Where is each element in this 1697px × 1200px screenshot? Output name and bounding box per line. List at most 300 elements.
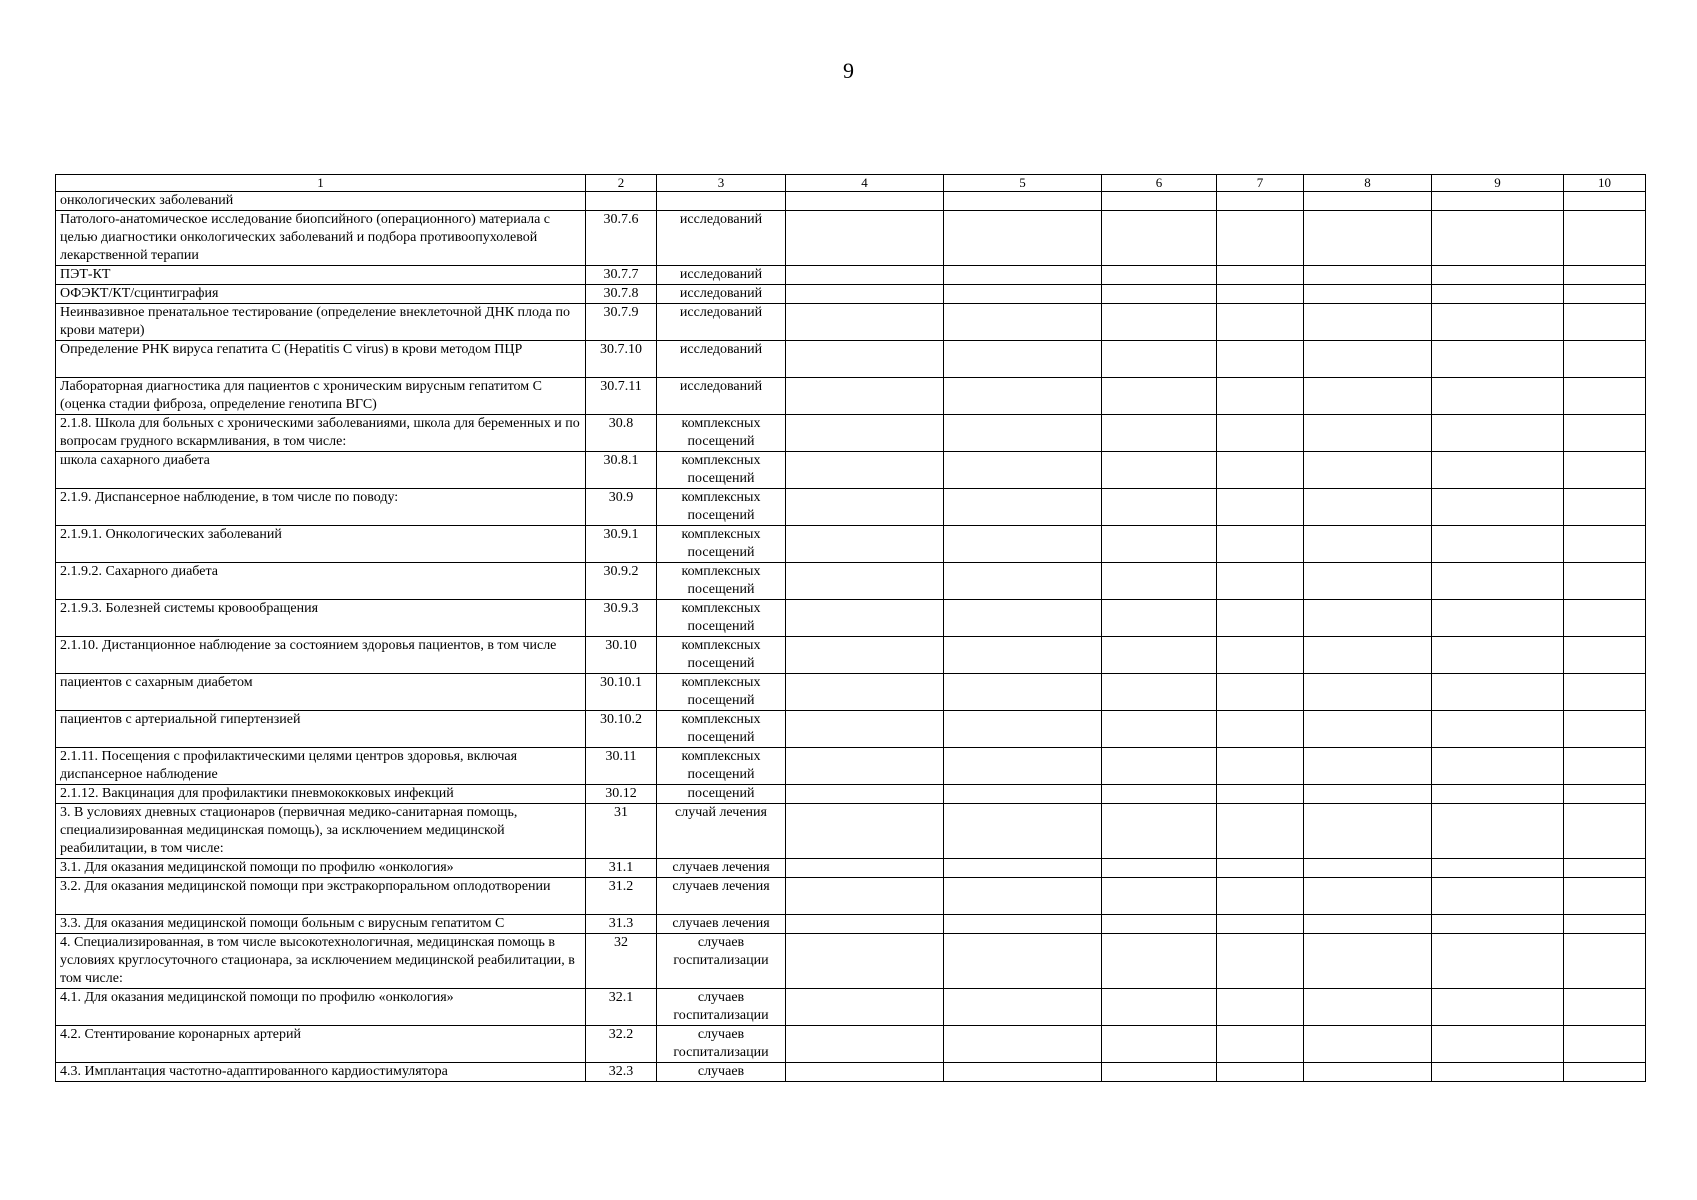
- value-cell-col-8: [1304, 859, 1432, 878]
- value-cell-col-9: [1432, 415, 1564, 452]
- row-code-cell: [586, 192, 657, 211]
- row-code-cell: 30.7.7: [586, 266, 657, 285]
- column-header-2: 2: [586, 175, 657, 192]
- value-cell-col-10: [1564, 304, 1646, 341]
- value-cell-col-5: [944, 674, 1102, 711]
- value-cell-col-7: [1217, 452, 1304, 489]
- row-code-cell: 30.10.1: [586, 674, 657, 711]
- value-cell-col-6: [1102, 1063, 1217, 1082]
- indicator-name-cell: 2.1.9.1. Онкологических заболеваний: [56, 526, 586, 563]
- row-code-cell: 30.10: [586, 637, 657, 674]
- value-cell-col-7: [1217, 748, 1304, 785]
- value-cell-col-6: [1102, 304, 1217, 341]
- table-row: [56, 804, 1646, 859]
- value-cell-col-7: [1217, 600, 1304, 637]
- value-cell-col-4: [786, 266, 944, 285]
- unit-cell: комплексных посещений: [657, 637, 786, 674]
- value-cell-col-5: [944, 637, 1102, 674]
- value-cell-col-6: [1102, 748, 1217, 785]
- value-cell-col-6: [1102, 266, 1217, 285]
- row-code-cell: 30.9.1: [586, 526, 657, 563]
- value-cell-col-9: [1432, 304, 1564, 341]
- value-cell-col-7: [1217, 785, 1304, 804]
- indicator-name-cell: Определение РНК вируса гепатита С (Hepatitis C virus) в крови методом ПЦР: [56, 341, 586, 378]
- value-cell-col-8: [1304, 637, 1432, 674]
- value-cell-col-4: [786, 878, 944, 915]
- value-cell-col-8: [1304, 285, 1432, 304]
- indicator-name-cell: 2.1.9.3. Болезней системы кровообращения: [56, 600, 586, 637]
- value-cell-col-10: [1564, 285, 1646, 304]
- unit-cell: случаев: [657, 1063, 786, 1082]
- value-cell-col-5: [944, 1063, 1102, 1082]
- value-cell-col-10: [1564, 859, 1646, 878]
- row-code-cell: 32.3: [586, 1063, 657, 1082]
- value-cell-col-6: [1102, 415, 1217, 452]
- value-cell-col-8: [1304, 415, 1432, 452]
- value-cell-col-6: [1102, 878, 1217, 915]
- indicator-name-cell: пациентов с артериальной гипертензией: [56, 711, 586, 748]
- row-code-cell: 30.8.1: [586, 452, 657, 489]
- value-cell-col-10: [1564, 1026, 1646, 1063]
- value-cell-col-6: [1102, 378, 1217, 415]
- indicator-name-cell: 2.1.10. Дистанционное наблюдение за состоянием здоровья пациентов, в том числе: [56, 637, 586, 674]
- value-cell-col-5: [944, 285, 1102, 304]
- value-cell-col-10: [1564, 600, 1646, 637]
- value-cell-col-9: [1432, 748, 1564, 785]
- unit-cell: комплексных посещений: [657, 415, 786, 452]
- value-cell-col-9: [1432, 266, 1564, 285]
- value-cell-col-5: [944, 748, 1102, 785]
- value-cell-col-4: [786, 341, 944, 378]
- value-cell-col-8: [1304, 489, 1432, 526]
- row-code-cell: 31.1: [586, 859, 657, 878]
- row-code-cell: 30.7.6: [586, 211, 657, 266]
- value-cell-col-7: [1217, 859, 1304, 878]
- value-cell-col-8: [1304, 804, 1432, 859]
- value-cell-col-7: [1217, 1026, 1304, 1063]
- unit-cell: исследований: [657, 341, 786, 378]
- value-cell-col-9: [1432, 785, 1564, 804]
- value-cell-col-4: [786, 192, 944, 211]
- value-cell-col-5: [944, 192, 1102, 211]
- value-cell-col-4: [786, 526, 944, 563]
- value-cell-col-5: [944, 378, 1102, 415]
- value-cell-col-8: [1304, 266, 1432, 285]
- indicator-name-cell: 2.1.9. Диспансерное наблюдение, в том числе по поводу:: [56, 489, 586, 526]
- column-header-3: 3: [657, 175, 786, 192]
- value-cell-col-8: [1304, 563, 1432, 600]
- indicator-name-cell: 3.3. Для оказания медицинской помощи больным с вирусным гепатитом С: [56, 915, 586, 934]
- value-cell-col-6: [1102, 804, 1217, 859]
- value-cell-col-9: [1432, 934, 1564, 989]
- value-cell-col-5: [944, 489, 1102, 526]
- value-cell-col-8: [1304, 452, 1432, 489]
- value-cell-col-8: [1304, 785, 1432, 804]
- row-code-cell: 30.9.3: [586, 600, 657, 637]
- unit-cell: комплексных посещений: [657, 526, 786, 563]
- value-cell-col-5: [944, 526, 1102, 563]
- column-header-7: 7: [1217, 175, 1304, 192]
- value-cell-col-9: [1432, 192, 1564, 211]
- value-cell-col-8: [1304, 1063, 1432, 1082]
- value-cell-col-7: [1217, 415, 1304, 452]
- value-cell-col-8: [1304, 934, 1432, 989]
- row-code-cell: 32.2: [586, 1026, 657, 1063]
- table-row: [56, 415, 1646, 452]
- value-cell-col-6: [1102, 563, 1217, 600]
- value-cell-col-10: [1564, 915, 1646, 934]
- value-cell-col-7: [1217, 563, 1304, 600]
- indicator-name-cell: 2.1.8. Школа для больных с хроническими заболеваниями, школа для беременных и по вопросам грудного вскармливания, в том числе:: [56, 415, 586, 452]
- value-cell-col-10: [1564, 989, 1646, 1026]
- value-cell-col-6: [1102, 711, 1217, 748]
- value-cell-col-7: [1217, 304, 1304, 341]
- value-cell-col-5: [944, 304, 1102, 341]
- indicator-name-cell: 3.1. Для оказания медицинской помощи по профилю «онкология»: [56, 859, 586, 878]
- unit-cell: комплексных посещений: [657, 748, 786, 785]
- value-cell-col-6: [1102, 600, 1217, 637]
- table-row: [56, 600, 1646, 637]
- indicator-name-cell: 4. Специализированная, в том числе высокотехнологичная, медицинская помощь в условиях круглосуточного стационара, за исключением медицинской реабилитации, в том числе:: [56, 934, 586, 989]
- unit-cell: комплексных посещений: [657, 674, 786, 711]
- table-row: [56, 1063, 1646, 1082]
- value-cell-col-9: [1432, 563, 1564, 600]
- unit-cell: случаев госпитализации: [657, 989, 786, 1026]
- table-row: [56, 748, 1646, 785]
- table-header-row: [56, 175, 1646, 192]
- value-cell-col-10: [1564, 785, 1646, 804]
- value-cell-col-10: [1564, 452, 1646, 489]
- value-cell-col-10: [1564, 878, 1646, 915]
- value-cell-col-4: [786, 211, 944, 266]
- page-number: 9: [843, 58, 854, 83]
- value-cell-col-8: [1304, 526, 1432, 563]
- column-header-9: 9: [1432, 175, 1564, 192]
- value-cell-col-4: [786, 748, 944, 785]
- column-header-4: 4: [786, 175, 944, 192]
- value-cell-col-5: [944, 878, 1102, 915]
- value-cell-col-6: [1102, 989, 1217, 1026]
- value-cell-col-4: [786, 785, 944, 804]
- indicator-name-cell: 2.1.9.2. Сахарного диабета: [56, 563, 586, 600]
- value-cell-col-7: [1217, 378, 1304, 415]
- value-cell-col-5: [944, 266, 1102, 285]
- indicator-name-cell: 2.1.11. Посещения с профилактическими целями центров здоровья, включая диспансерное наблюдение: [56, 748, 586, 785]
- unit-cell: комплексных посещений: [657, 452, 786, 489]
- value-cell-col-7: [1217, 489, 1304, 526]
- unit-cell: случаев госпитализации: [657, 934, 786, 989]
- value-cell-col-10: [1564, 526, 1646, 563]
- row-code-cell: 32.1: [586, 989, 657, 1026]
- value-cell-col-10: [1564, 804, 1646, 859]
- value-cell-col-9: [1432, 285, 1564, 304]
- row-code-cell: 30.12: [586, 785, 657, 804]
- value-cell-col-4: [786, 285, 944, 304]
- value-cell-col-4: [786, 711, 944, 748]
- value-cell-col-10: [1564, 489, 1646, 526]
- unit-cell: случаев лечения: [657, 859, 786, 878]
- value-cell-col-8: [1304, 192, 1432, 211]
- table-row: [56, 304, 1646, 341]
- value-cell-col-10: [1564, 1063, 1646, 1082]
- indicator-name-cell: Неинвазивное пренатальное тестирование (определение внеклеточной ДНК плода по крови матери): [56, 304, 586, 341]
- value-cell-col-8: [1304, 915, 1432, 934]
- value-cell-col-7: [1217, 341, 1304, 378]
- value-cell-col-6: [1102, 452, 1217, 489]
- value-cell-col-5: [944, 563, 1102, 600]
- value-cell-col-6: [1102, 934, 1217, 989]
- value-cell-col-4: [786, 600, 944, 637]
- value-cell-col-4: [786, 859, 944, 878]
- row-code-cell: 30.7.9: [586, 304, 657, 341]
- unit-cell: комплексных посещений: [657, 563, 786, 600]
- table-row: [56, 285, 1646, 304]
- value-cell-col-6: [1102, 674, 1217, 711]
- value-cell-col-4: [786, 674, 944, 711]
- value-cell-col-8: [1304, 674, 1432, 711]
- value-cell-col-6: [1102, 285, 1217, 304]
- value-cell-col-9: [1432, 989, 1564, 1026]
- value-cell-col-8: [1304, 1026, 1432, 1063]
- value-cell-col-4: [786, 378, 944, 415]
- value-cell-col-10: [1564, 415, 1646, 452]
- value-cell-col-8: [1304, 304, 1432, 341]
- unit-cell: исследований: [657, 211, 786, 266]
- value-cell-col-7: [1217, 934, 1304, 989]
- table-row: [56, 211, 1646, 266]
- value-cell-col-4: [786, 452, 944, 489]
- value-cell-col-9: [1432, 1063, 1564, 1082]
- value-cell-col-5: [944, 859, 1102, 878]
- value-cell-col-9: [1432, 600, 1564, 637]
- row-code-cell: 30.7.8: [586, 285, 657, 304]
- value-cell-col-8: [1304, 378, 1432, 415]
- row-code-cell: 30.11: [586, 748, 657, 785]
- row-code-cell: 30.9: [586, 489, 657, 526]
- row-code-cell: 30.8: [586, 415, 657, 452]
- table-row: [56, 489, 1646, 526]
- value-cell-col-10: [1564, 934, 1646, 989]
- value-cell-col-7: [1217, 526, 1304, 563]
- value-cell-col-4: [786, 1063, 944, 1082]
- unit-cell: комплексных посещений: [657, 711, 786, 748]
- value-cell-col-7: [1217, 192, 1304, 211]
- value-cell-col-7: [1217, 266, 1304, 285]
- unit-cell: случай лечения: [657, 804, 786, 859]
- value-cell-col-10: [1564, 748, 1646, 785]
- value-cell-col-9: [1432, 711, 1564, 748]
- value-cell-col-10: [1564, 192, 1646, 211]
- value-cell-col-7: [1217, 915, 1304, 934]
- value-cell-col-4: [786, 915, 944, 934]
- value-cell-col-4: [786, 489, 944, 526]
- unit-cell: случаев лечения: [657, 915, 786, 934]
- value-cell-col-5: [944, 341, 1102, 378]
- table-row: [56, 674, 1646, 711]
- value-cell-col-5: [944, 415, 1102, 452]
- table-row: [56, 711, 1646, 748]
- value-cell-col-4: [786, 415, 944, 452]
- value-cell-col-9: [1432, 211, 1564, 266]
- table-row: [56, 526, 1646, 563]
- value-cell-col-9: [1432, 637, 1564, 674]
- table-row: [56, 934, 1646, 989]
- value-cell-col-6: [1102, 637, 1217, 674]
- value-cell-col-4: [786, 989, 944, 1026]
- indicator-name-cell: 3. В условиях дневных стационаров (первичная медико-санитарная помощь, специализированная медицинская помощь), за исключением медицинской реабилитации, в том числе:: [56, 804, 586, 859]
- table-row: [56, 378, 1646, 415]
- indicator-name-cell: школа сахарного диабета: [56, 452, 586, 489]
- indicator-name-cell: 4.3. Имплантация частотно-адаптированного кардиостимулятора: [56, 1063, 586, 1082]
- value-cell-col-6: [1102, 785, 1217, 804]
- unit-cell: комплексных посещений: [657, 600, 786, 637]
- unit-cell: исследований: [657, 378, 786, 415]
- value-cell-col-6: [1102, 859, 1217, 878]
- table-row: [56, 785, 1646, 804]
- value-cell-col-5: [944, 211, 1102, 266]
- value-cell-col-9: [1432, 859, 1564, 878]
- row-code-cell: 31: [586, 804, 657, 859]
- value-cell-col-7: [1217, 674, 1304, 711]
- table-row: [56, 266, 1646, 285]
- value-cell-col-8: [1304, 600, 1432, 637]
- column-header-6: 6: [1102, 175, 1217, 192]
- unit-cell: случаев госпитализации: [657, 1026, 786, 1063]
- value-cell-col-8: [1304, 211, 1432, 266]
- value-cell-col-9: [1432, 341, 1564, 378]
- column-header-5: 5: [944, 175, 1102, 192]
- value-cell-col-4: [786, 804, 944, 859]
- value-cell-col-4: [786, 563, 944, 600]
- table-row: [56, 915, 1646, 934]
- table-row: [56, 563, 1646, 600]
- value-cell-col-6: [1102, 211, 1217, 266]
- unit-cell: исследований: [657, 304, 786, 341]
- value-cell-col-5: [944, 785, 1102, 804]
- value-cell-col-5: [944, 915, 1102, 934]
- value-cell-col-9: [1432, 804, 1564, 859]
- value-cell-col-8: [1304, 989, 1432, 1026]
- value-cell-col-6: [1102, 341, 1217, 378]
- document-table: [55, 174, 1646, 1082]
- row-code-cell: 31.3: [586, 915, 657, 934]
- row-code-cell: 30.10.2: [586, 711, 657, 748]
- value-cell-col-7: [1217, 989, 1304, 1026]
- value-cell-col-9: [1432, 915, 1564, 934]
- value-cell-col-5: [944, 804, 1102, 859]
- table-row: [56, 1026, 1646, 1063]
- value-cell-col-8: [1304, 711, 1432, 748]
- column-header-10: 10: [1564, 175, 1646, 192]
- unit-cell: исследований: [657, 285, 786, 304]
- value-cell-col-8: [1304, 341, 1432, 378]
- row-code-cell: 30.7.10: [586, 341, 657, 378]
- column-header-1: 1: [56, 175, 586, 192]
- value-cell-col-9: [1432, 674, 1564, 711]
- value-cell-col-5: [944, 711, 1102, 748]
- row-code-cell: 30.9.2: [586, 563, 657, 600]
- indicator-name-cell: пациентов с сахарным диабетом: [56, 674, 586, 711]
- indicator-name-cell: Лабораторная диагностика для пациентов с хроническим вирусным гепатитом С (оценка стадии фиброза, определение генотипа ВГС): [56, 378, 586, 415]
- table-row: [56, 859, 1646, 878]
- value-cell-col-6: [1102, 192, 1217, 211]
- value-cell-col-10: [1564, 674, 1646, 711]
- indicator-name-cell: ПЭТ-КТ: [56, 266, 586, 285]
- indicator-name-cell: 3.2. Для оказания медицинской помощи при экстракорпоральном оплодотворении: [56, 878, 586, 915]
- value-cell-col-5: [944, 1026, 1102, 1063]
- indicator-name-cell: 2.1.12. Вакцинация для профилактики пневмококковых инфекций: [56, 785, 586, 804]
- table-row: [56, 637, 1646, 674]
- value-cell-col-9: [1432, 878, 1564, 915]
- value-cell-col-7: [1217, 711, 1304, 748]
- value-cell-col-10: [1564, 637, 1646, 674]
- value-cell-col-10: [1564, 378, 1646, 415]
- value-cell-col-5: [944, 600, 1102, 637]
- value-cell-col-7: [1217, 804, 1304, 859]
- row-code-cell: 32: [586, 934, 657, 989]
- indicator-name-cell: онкологических заболеваний: [56, 192, 586, 211]
- value-cell-col-9: [1432, 1026, 1564, 1063]
- value-cell-col-7: [1217, 285, 1304, 304]
- value-cell-col-6: [1102, 526, 1217, 563]
- indicator-name-cell: ОФЭКТ/КТ/сцинтиграфия: [56, 285, 586, 304]
- indicator-name-cell: Патолого-анатомическое исследование биопсийного (операционного) материала с целью диагностики онкологических заболеваний и подбора противоопухолевой лекарственной терапии: [56, 211, 586, 266]
- value-cell-col-6: [1102, 1026, 1217, 1063]
- value-cell-col-7: [1217, 211, 1304, 266]
- unit-cell: посещений: [657, 785, 786, 804]
- value-cell-col-6: [1102, 489, 1217, 526]
- table-row: [56, 341, 1646, 378]
- value-cell-col-5: [944, 934, 1102, 989]
- value-cell-col-4: [786, 304, 944, 341]
- value-cell-col-10: [1564, 563, 1646, 600]
- value-cell-col-5: [944, 452, 1102, 489]
- value-cell-col-7: [1217, 878, 1304, 915]
- value-cell-col-4: [786, 637, 944, 674]
- row-code-cell: 30.7.11: [586, 378, 657, 415]
- table-row: [56, 989, 1646, 1026]
- value-cell-col-6: [1102, 915, 1217, 934]
- table-row: [56, 192, 1646, 211]
- value-cell-col-4: [786, 934, 944, 989]
- unit-cell: комплексных посещений: [657, 489, 786, 526]
- value-cell-col-9: [1432, 452, 1564, 489]
- value-cell-col-5: [944, 989, 1102, 1026]
- unit-cell: исследований: [657, 266, 786, 285]
- value-cell-col-9: [1432, 378, 1564, 415]
- table-row: [56, 452, 1646, 489]
- unit-cell: случаев лечения: [657, 878, 786, 915]
- value-cell-col-4: [786, 1026, 944, 1063]
- table-row: [56, 878, 1646, 915]
- value-cell-col-7: [1217, 1063, 1304, 1082]
- value-cell-col-10: [1564, 711, 1646, 748]
- value-cell-col-10: [1564, 211, 1646, 266]
- table-body: [56, 192, 1646, 1082]
- value-cell-col-9: [1432, 489, 1564, 526]
- value-cell-col-8: [1304, 878, 1432, 915]
- indicator-name-cell: 4.1. Для оказания медицинской помощи по профилю «онкология»: [56, 989, 586, 1026]
- value-cell-col-8: [1304, 748, 1432, 785]
- value-cell-col-10: [1564, 341, 1646, 378]
- column-header-8: 8: [1304, 175, 1432, 192]
- value-cell-col-10: [1564, 266, 1646, 285]
- row-code-cell: 31.2: [586, 878, 657, 915]
- unit-cell: [657, 192, 786, 211]
- value-cell-col-9: [1432, 526, 1564, 563]
- value-cell-col-7: [1217, 637, 1304, 674]
- indicator-name-cell: 4.2. Стентирование коронарных артерий: [56, 1026, 586, 1063]
